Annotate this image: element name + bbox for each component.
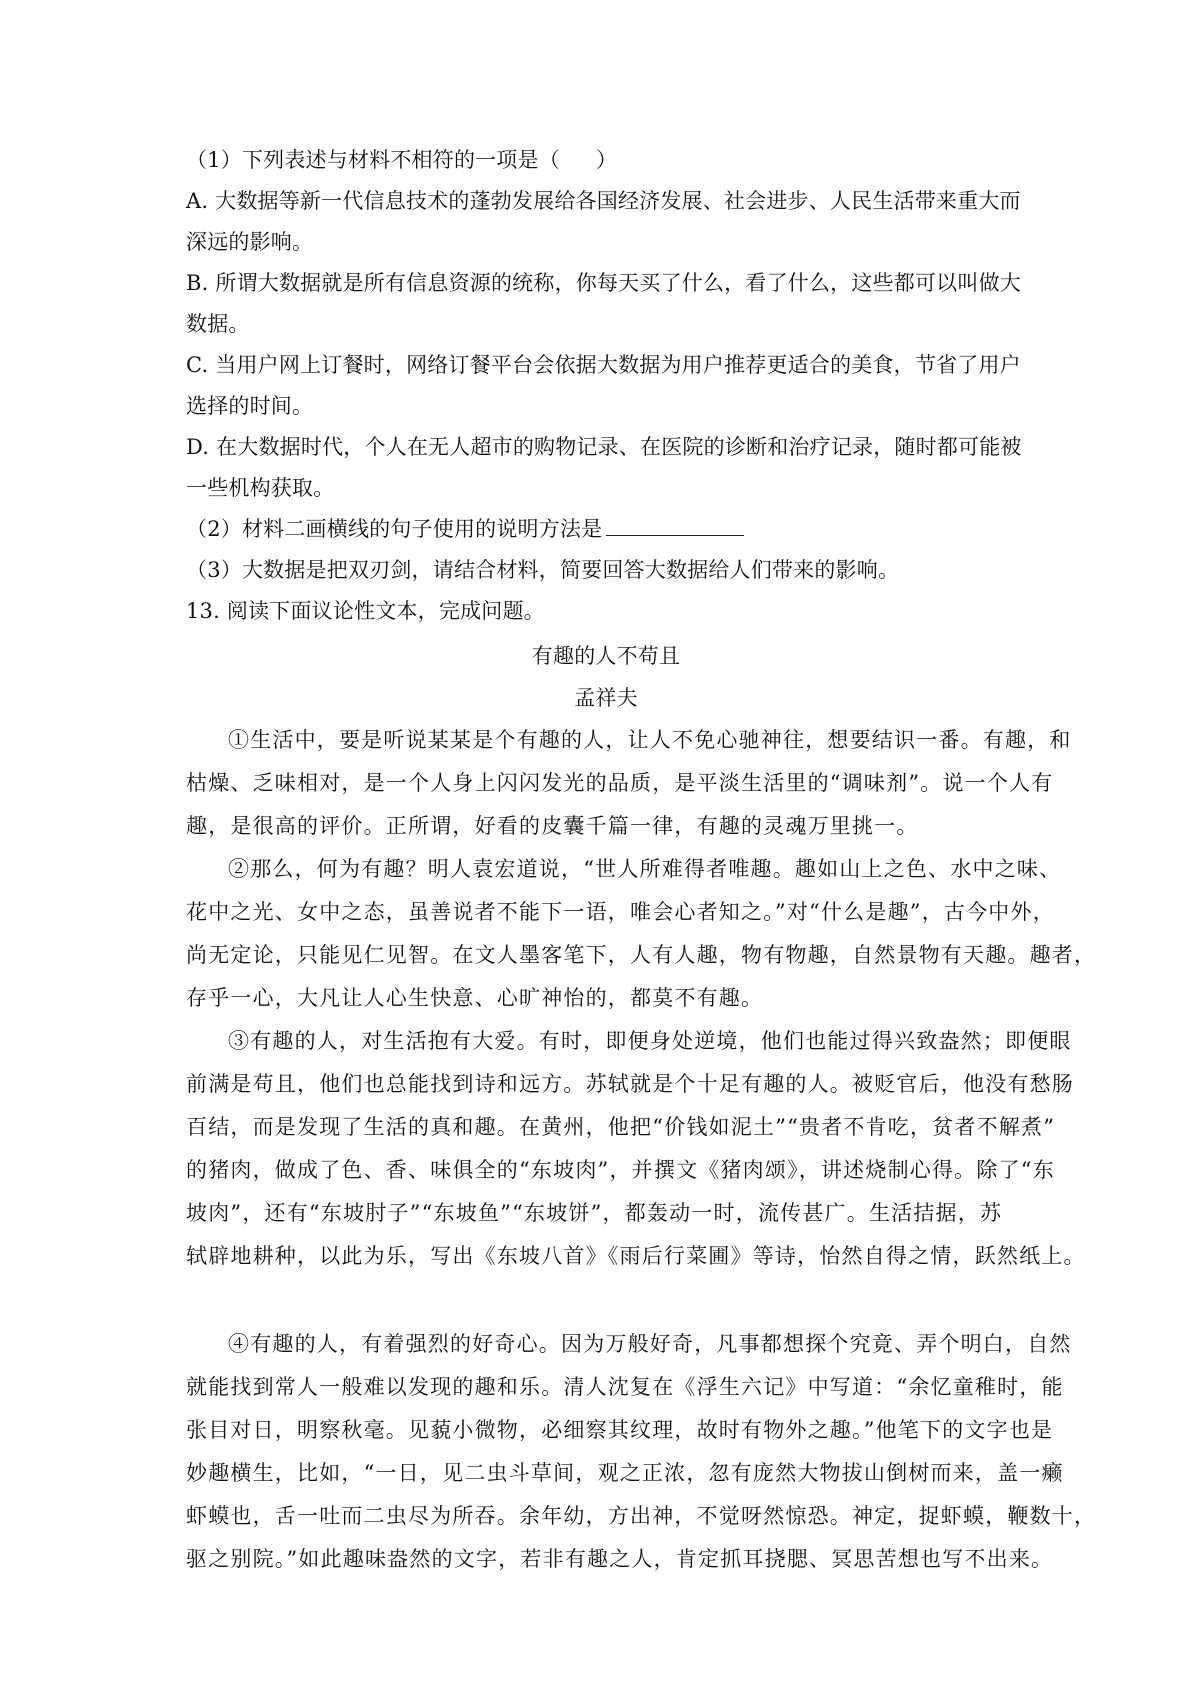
question-1-close-paren: ） xyxy=(595,148,618,172)
paragraph-4-line: 张目对日，明察秋毫。见藐小微物，必细察其纹理，故时有物外之趣。”他笔下的文字也是 xyxy=(186,1418,1054,1442)
paragraph-2-line: ②那么，何为有趣？明人袁宏道说，“世人所难得者唯趣。趣如山上之色、水中之味、 xyxy=(228,857,1062,881)
paragraph-2-line: 尚无定论，只能见仁见智。在文人墨客笔下，人有人趣，物有物趣，自然景物有天趣。趣者， xyxy=(186,943,1097,967)
option-b-line-2: 数据。 xyxy=(186,312,250,336)
paragraph-4-line: 虾蟆也，舌一吐而二虫尽为所吞。余年幼，方出神，不觉呀然惊恐。神定，捉虾蟆，鞭数十， xyxy=(186,1504,1097,1528)
option-a-line-2: 深远的影响。 xyxy=(186,230,314,254)
question-2-text: （2）材料二画横线的句子使用的说明方法是 xyxy=(186,517,603,541)
question-1-text: （1）下列表述与材料不相符的一项是（ xyxy=(186,148,560,172)
paragraph-3-line: 坡肉”，还有“东坡肘子”“东坡鱼”“东坡饼”，都轰动一时，流传甚广。生活拮据，苏 xyxy=(186,1201,1003,1225)
option-c-line-2: 选择的时间。 xyxy=(186,394,314,418)
paragraph-3-line: 百结，而是发现了生活的真和趣。在黄州，他把“价钱如泥土”“贵者不肯吃，贫者不解煮” xyxy=(186,1115,1056,1139)
paragraph-4-line: 驱之别院。”如此趣味盎然的文字，若非有趣之人，肯定抓耳挠腮、冥思苦想也写不出来。 xyxy=(186,1547,1054,1571)
paragraph-4-line: 就能找到常人一般难以发现的趣和乐。清人沈复在《浮生六记》中写道：“余忆童稚时，能 xyxy=(186,1375,1064,1399)
paragraph-1-line: 枯燥、乏味相对，是一个人身上闪闪发光的品质，是平淡生活里的“调味剂”。说一个人有 xyxy=(186,771,1054,795)
question-13: 13. 阅读下面议论性文本，完成问题。 xyxy=(186,599,545,623)
question-2 xyxy=(186,514,1026,544)
paragraph-2-line: 花中之光、女中之态，虽善说者不能下一语，唯会心者知之。”对“什么是趣”，古今中外， xyxy=(186,900,1055,924)
paragraph-3-line: 的猪肉，做成了色、香、味俱全的“东坡肉”，并撰文《猪肉颂》，讲述烧制心得。除了“东 xyxy=(186,1158,1055,1182)
option-a-line-1: A. 大数据等新一代信息技术的蓬勃发展给各国经济发展、社会进步、人民生活带来重大而 xyxy=(186,189,1021,213)
question-1-stem xyxy=(186,145,1026,175)
option-b-line-1: B. 所谓大数据就是所有信息资源的统称，你每天买了什么，看了什么，这些都可以叫做大 xyxy=(186,271,1021,295)
paragraph-1-line: 趣，是很高的评价。正所谓，好看的皮囊千篇一律，有趣的灵魂万里挑一。 xyxy=(186,814,919,838)
option-d-line-1: D. 在大数据时代，个人在无人超市的购物记录、在医院的诊断和治疗记录，随时都可能被 xyxy=(186,435,1022,459)
article-author: 孟祥夫 xyxy=(574,686,638,710)
paragraph-1-line: ①生活中，要是听说某某是个有趣的人，让人不免心驰神往，想要结识一番。有趣，和 xyxy=(228,728,1072,752)
paragraph-3-line: ③有趣的人，对生活抱有大爱。有时，即便身处逆境，他们也能过得兴致盎然；即便眼 xyxy=(228,1029,1072,1053)
paragraph-2-line: 存乎一心，大凡让人心生快意、心旷神怡的，都莫不有趣。 xyxy=(186,986,764,1010)
answer-blank xyxy=(606,517,744,536)
paragraph-4-line: 妙趣横生，比如，“一日，见二虫斗草间，观之正浓，忽有庞然大物拔山倒树而来，盖一癞 xyxy=(186,1461,1064,1485)
option-d-line-2: 一些机构获取。 xyxy=(186,476,335,500)
question-3: （3）大数据是把双刃剑，请结合材料，简要回答大数据给人们带来的影响。 xyxy=(186,558,900,582)
paragraph-4-line: ④有趣的人，有着强烈的好奇心。因为万般好奇，凡事都想探个究竟、弄个明白，自然 xyxy=(228,1332,1072,1356)
paragraph-3-line: 前满是苟且，他们也总能找到诗和远方。苏轼就是个十足有趣的人。被贬官后，他没有愁肠 xyxy=(186,1072,1074,1096)
option-c-line-1: C. 当用户网上订餐时，网络订餐平台会依据大数据为用户推荐更适合的美食，节省了用户 xyxy=(186,353,1021,377)
article-title: 有趣的人不苟且 xyxy=(531,644,681,668)
paragraph-3-line: 轼辟地耕种，以此为乐，写出《东坡八首》《雨后行菜圃》等诗，怡然自得之情，跃然纸上。 xyxy=(186,1244,1086,1268)
